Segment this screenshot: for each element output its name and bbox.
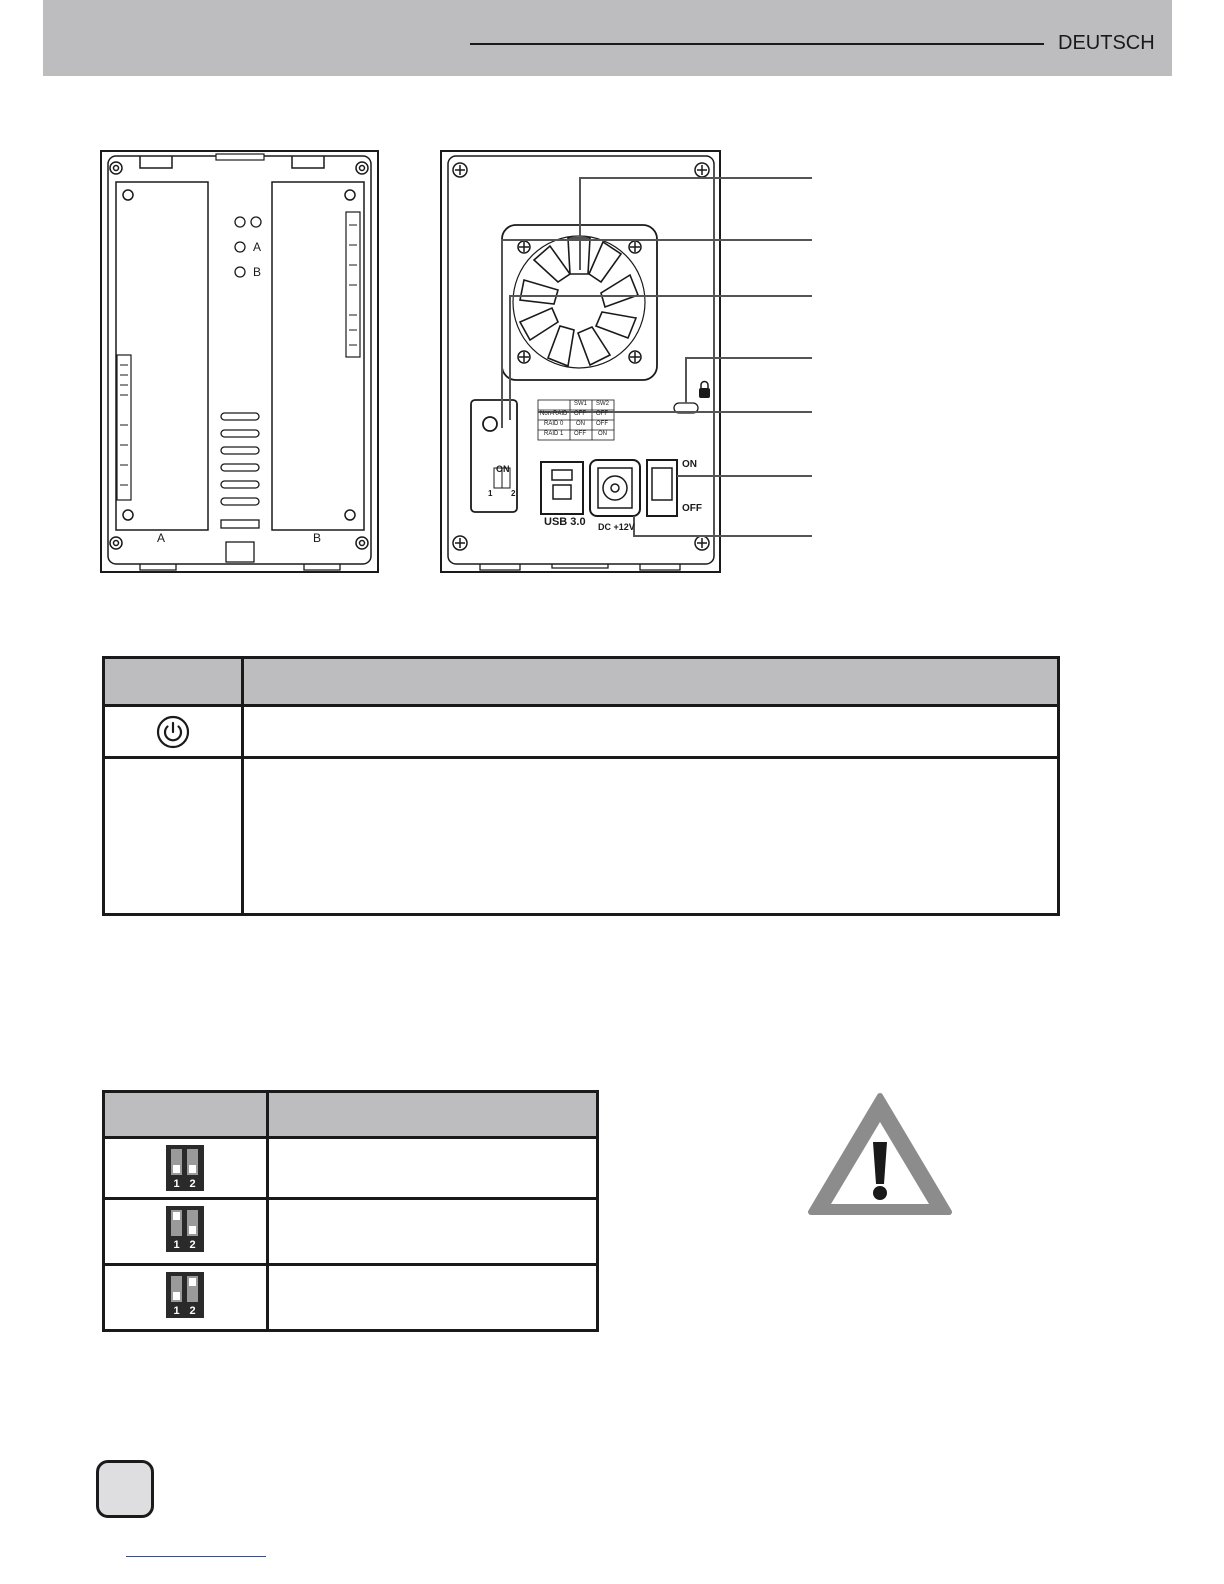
raid-row-2-sw1: OFF: [574, 431, 586, 437]
power-icon: [156, 715, 190, 749]
led-label-b: B: [253, 265, 262, 279]
raid-row-1-sw1: ON: [576, 421, 585, 427]
raid-row-0-sw1: OFF: [574, 411, 586, 417]
switch-on-label: ON: [682, 459, 697, 470]
dip-switch-number: 1: [173, 1305, 180, 1317]
dip-switch-icon: [166, 1272, 204, 1318]
bay-label-a: A: [157, 531, 166, 545]
dip-switch-number: 1: [173, 1178, 180, 1190]
page-number-box: [96, 1460, 154, 1518]
dip-switch-number: 1: [173, 1239, 180, 1251]
dip-switch-number: 2: [189, 1239, 196, 1251]
led-status-table: [102, 656, 1060, 916]
usb-label: USB 3.0: [544, 516, 586, 528]
dip-on-label: ON: [496, 464, 510, 474]
raid-header-sw1: SW1: [574, 401, 588, 407]
raid-row-2-sw2: ON: [598, 431, 607, 437]
header-language: DEUTSCH: [1058, 32, 1155, 54]
raid-row-1-sw2: OFF: [596, 421, 608, 427]
warning-icon: [807, 1092, 953, 1216]
dip-switch-table: [102, 1090, 599, 1332]
led-table-row-power: [105, 707, 241, 756]
raid-row-1-mode: RAID 0: [544, 421, 564, 427]
device-back-illustration: [440, 150, 840, 575]
dip-switch-number: 2: [189, 1178, 196, 1190]
switch-off-label: OFF: [682, 503, 702, 514]
raid-header-sw2: SW2: [596, 401, 610, 407]
header-rule: [470, 43, 1044, 45]
led-table-header: [105, 659, 1057, 704]
led-label-a: A: [253, 240, 262, 254]
dc-label: DC +12V: [598, 522, 635, 532]
dip-table-row: [105, 1139, 266, 1197]
raid-row-2-mode: RAID 1: [544, 431, 564, 437]
raid-row-0-sw2: OFF: [596, 411, 608, 417]
dip-switch-icon: [166, 1145, 204, 1191]
device-front-illustration: [100, 150, 380, 575]
dip-table-header: [105, 1093, 596, 1136]
footer-link-line: [126, 1556, 266, 1557]
dip-number-2: 2: [511, 489, 516, 498]
dip-table-row: [105, 1266, 266, 1324]
bay-label-b: B: [313, 531, 322, 545]
raid-row-0-mode: Non-RAID: [540, 411, 568, 417]
dip-table-row: [105, 1200, 266, 1258]
led-table-row-drive: [105, 759, 241, 914]
dip-switch-number: 2: [189, 1305, 196, 1317]
dip-number-1: 1: [488, 489, 493, 498]
dip-switch-icon: [166, 1206, 204, 1252]
header-bar: [43, 0, 1172, 76]
